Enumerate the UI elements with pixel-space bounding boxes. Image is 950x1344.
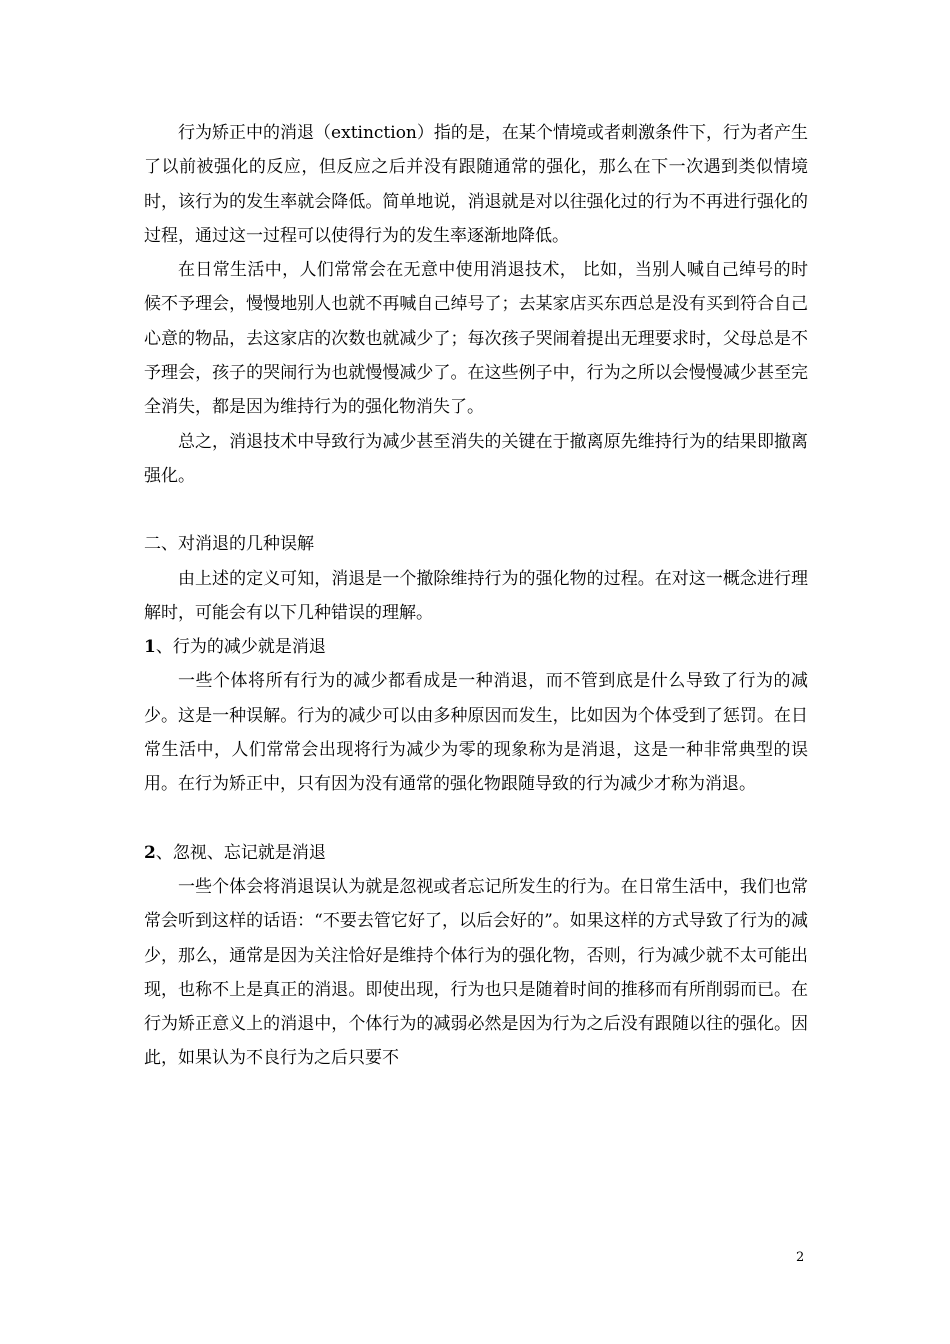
paragraph-daily-life-examples: 在日常生活中，人们常常会在无意中使用消退技术， 比如，当别人喊自己绰号的时候不予理会，慢慢地别人也就不再喊自己绰号了；去某家店买东西总是没有买到符合自己心意的物品，去这家店的次数也就减少了；每次孩子哭闹着提出无理要求时，父母总是不予理会，孩子的哭闹行为也就慢慢减少了。在这些例子中，行为之所以会慢慢减少甚至完全消失，都是因为维持行为的强化物消失了。 bbox=[144, 260, 808, 418]
subheading-2-title: 、忽视、忘记就是消退 bbox=[155, 842, 326, 863]
blank-line bbox=[144, 493, 808, 527]
page-number: 2 bbox=[796, 1250, 805, 1265]
paragraph-summary: 总之，消退技术中导致行为减少甚至消失的关键在于撤离原先维持行为的结果即撤离强化。 bbox=[144, 431, 808, 486]
blank-line bbox=[144, 802, 808, 836]
subheading-2-number: 2 bbox=[144, 842, 156, 863]
paragraph-section-intro: 由上述的定义可知，消退是一个撤除维持行为的强化物的过程。在对这一概念进行理解时，可能会有以下几种错误的理解。 bbox=[144, 568, 808, 623]
paragraph-sub1-body: 一些个体将所有行为的减少都看成是一种消退，而不管到底是什么导致了行为的减少。这是一种误解。行为的减少可以由多种原因而发生，比如因为个体受到了惩罚。在日常生活中，人们常常会出现将行为减少为零的现象称为是消退，这是一种非常典型的误用。在行为矫正中，只有因为没有通常的强化物跟随导致的行为减少才称为消退。 bbox=[144, 671, 808, 795]
subheading-2 bbox=[144, 836, 808, 870]
subheading-1 bbox=[144, 630, 808, 664]
document-body bbox=[144, 116, 808, 1076]
subheading-1-title: 、行为的减少就是消退 bbox=[155, 637, 326, 658]
paragraph-sub2-body: 一些个体会将消退误认为就是忽视或者忘记所发生的行为。在日常生活中，我们也常常会听到这样的话语：“不要去管它好了，以后会好的”。如果这样的方式导致了行为的减少，那么，通常是因为关注恰好是维持个体行为的强化物，否则，行为减少就不太可能出现，也称不上是真正的消退。即使出现，行为也只是随着时间的推移而有所削弱而已。在行为矫正意义上的消退中，个体行为的减弱必然是因为行为之后没有跟随以往的强化。因此，如果认为不良行为之后只要不 bbox=[144, 876, 808, 1069]
section-heading: 二、对消退的几种误解 bbox=[144, 534, 314, 555]
subheading-1-number: 1 bbox=[144, 637, 156, 658]
paragraph-definition: 行为矫正中的消退（extinction）指的是，在某个情境或者刺激条件下，行为者产生了以前被强化的反应，但反应之后并没有跟随通常的强化，那么在下一次遇到类似情境时，该行为的发生率就会降低。简单地说，消退就是对以往强化过的行为不再进行强化的过程，通过这一过程可以使得行为的发生率逐渐地降低。 bbox=[144, 123, 808, 246]
